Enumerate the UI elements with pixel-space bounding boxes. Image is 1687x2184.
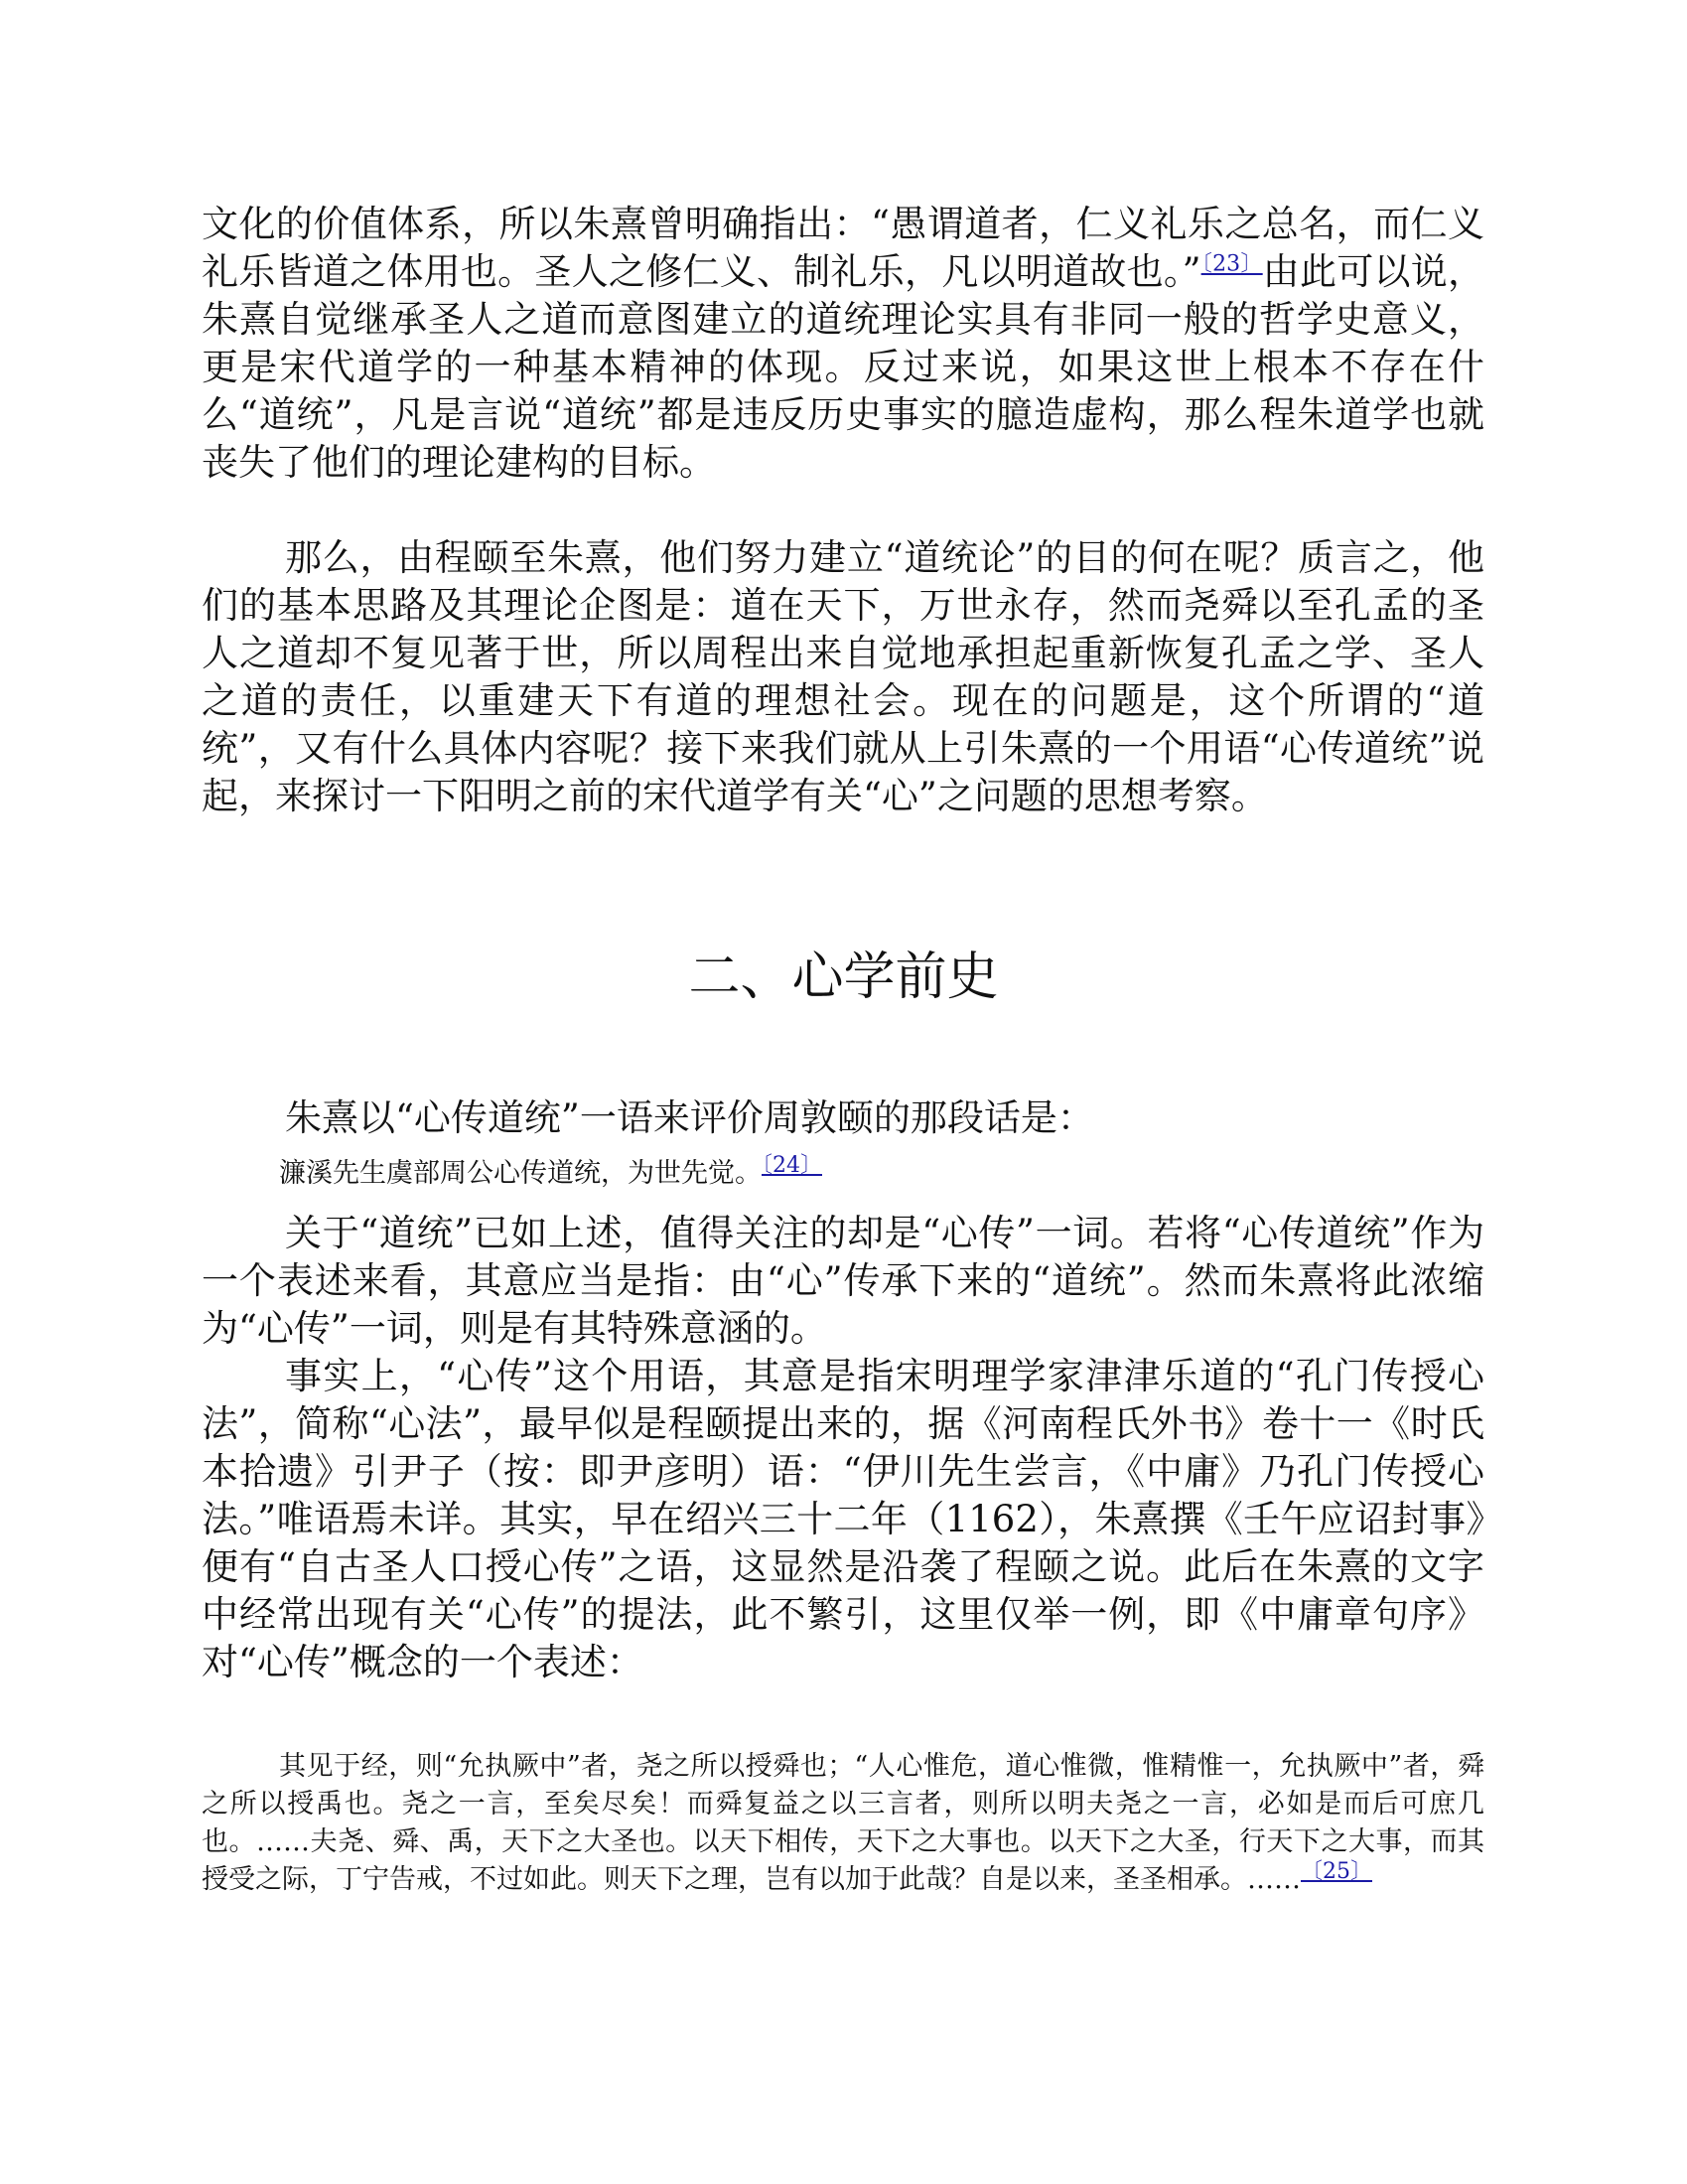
paragraph-xinchuan-term [202,1210,1484,1353]
block-quote-lianxi [202,1155,1484,1193]
paragraph-text: 朱熹以“心传道统”一语来评价周敦颐的那段话是： [285,1096,1094,1139]
paragraph-text: 文化的价值体系，所以朱熹曾明确指出：“愚谓道者，仁义礼乐之总名，而仁义礼乐皆道之体用也。圣人之修仁义、制礼乐，凡以明道故也。” [202,203,1484,293]
paragraph-text-continued: 由此可以说，朱熹自觉继承圣人之道而意图建立的道统理论实具有非同一般的哲学史意义，更是宋代道学的一种基本精神的体现。反过来说，如果这世上根本不存在什么“道统”，凡是言说“道统”都是违反历史事实的臆造虚构，那么程朱道学也就丧失了他们的理论建构的目标。 [202,250,1485,484]
footnote-link-25[interactable]: 〔25〕 [1301,1859,1372,1884]
paragraph-xinchuan-origin [202,1353,1484,1686]
paragraph-daotong-purpose [202,534,1484,820]
footnote-link-24[interactable]: 〔24〕 [762,1153,822,1178]
paragraph-daotong-meaning [202,201,1484,487]
quote-text: 濂溪先生虞部周公心传道统，为世先觉。 [279,1158,762,1189]
paragraph-text: 事实上，“心传”这个用语，其意是指宋明理学家津津乐道的“孔门传授心法”，简称“心法”，最早似是程颐提出来的，据《河南程氏外书》卷十一《时氏本拾遗》引尹子（按：即尹彦明）语：“伊川先生尝言，《中庸》乃孔门传授心法。”唯语焉未详。其实，早在绍兴三十二年（1162），朱熹撰《壬午应诏封事》便有“自古圣人口授心传”之语，这显然是沿袭了程颐之说。此后在朱熹的文字中经常出现有关“心传”的提法，此不繁引，这里仅举一例，即《中庸章句序》对“心传”概念的一个表述： [202,1355,1484,1683]
block-quote-zhongyong-preface [202,1748,1484,1899]
paragraph-zhuxi-comment [202,1094,1484,1142]
paragraph-text: 那么，由程颐至朱熹，他们努力建立“道统论”的目的何在呢？质言之，他们的基本思路及其理论企图是：道在天下，万世永存，然而尧舜以至孔孟的圣人之道却不复见著于世，所以周程出来自觉地承担起重新恢复孔孟之学、圣人之道的责任，以重建天下有道的理想社会。现在的问题是，这个所谓的“道统”，又有什么具体内容呢？接下来我们就从上引朱熹的一个用语“心传道统”说起，来探讨一下阳明之前的宋代道学有关“心”之问题的思想考察。 [202,536,1484,817]
paragraph-text: 关于“道统”已如上述，值得关注的却是“心传”一词。若将“心传道统”作为一个表述来看，其意应当是指：由“心”传承下来的“道统”。然而朱熹将此浓缩为“心传”一词，则是有其特殊意涵的。 [202,1212,1484,1350]
quote-text: 其见于经，则“允执厥中”者，尧之所以授舜也；“人心惟危，道心惟微，惟精惟一，允执厥中”者，舜之所以授禹也。尧之一言，至矣尽矣！而舜复益之以三言者，则所以明夫尧之一言，必如是而后可庶几也。……夫尧、舜、禹，天下之大圣也。以天下相传，天下之大事也。以天下之大圣，行天下之大事，而其授受之际，丁宁告戒，不过如此。则天下之理，岂有以加于此哉？自是以来，圣圣相承。…… [202,1751,1484,1895]
section-heading: 二、心学前史 [688,947,999,1007]
footnote-link-23[interactable]: 〔23〕 [1200,251,1263,277]
